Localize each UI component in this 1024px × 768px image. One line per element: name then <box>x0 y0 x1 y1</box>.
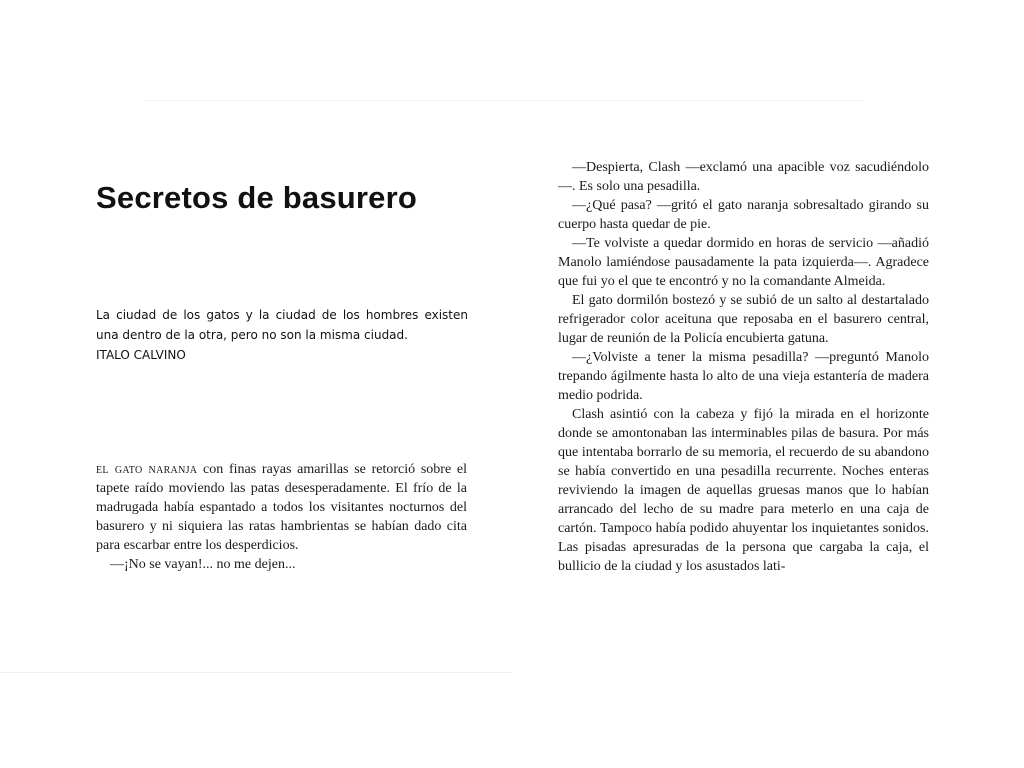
opening-lead-smallcaps: el gato naranja <box>96 462 198 477</box>
body-paragraph: —Te volviste a quedar dormido en horas de servicio —añadió Manolo lamiéndose pausadamente la pata izquierda—. Agradece que fui yo el que te encontró y no la comandante Almeida. <box>558 236 929 289</box>
chapter-title: Secretos de basurero <box>96 180 418 215</box>
bottom-divider <box>0 672 512 673</box>
body-paragraph: Clash asintió con la cabeza y fijó la mirada en el horizonte donde se amontonaban las interminables pilas de basura. Por más que intentaba borrarlo de su memoria, el recuerdo de su abandono se había convertido en una pesadilla recurrente. Noches enteras reviviendo la imagen de aquellas gruesas manos que lo habían arrancado del lecho de su madre para meterlo en una caja de cartón. Tampoco había podido ahuyentar los inquietantes sonidos. Las pisadas apresuradas de la persona que cargaba la caja, el bullicio de la ciudad y los asustados lati- <box>558 407 929 574</box>
epigraph-quote: La ciudad de los gatos y la ciudad de los hombres existen una dentro de la otra, pero no son la misma ciudad. <box>96 308 468 342</box>
opening-dialogue: —¡No se vayan!... no me dejen... <box>110 557 296 572</box>
opening-paragraph <box>96 460 467 555</box>
opening-text <box>96 460 467 574</box>
right-page-text <box>558 158 929 576</box>
opening-paragraph-rest: con finas rayas amarillas se retorció sobre el tapete raído moviendo las patas desesperadamente. El frío de la madrugada había espantado a todos los visitantes nocturnos del basurero y ni siquiera las ratas hambrientas se habían dado cita para escarbar entre los desperdicios. <box>96 462 468 553</box>
body-paragraph: —¿Volviste a tener la misma pesadilla? —preguntó Manolo trepando ágilmente hasta lo alto de una vieja estantería de madera medio podrida. <box>558 350 929 403</box>
body-paragraph: —¿Qué pasa? —gritó el gato naranja sobresaltado girando su cuerpo hasta quedar de pie. <box>558 198 929 232</box>
body-paragraph: —Despierta, Clash —exclamó una apacible voz sacudiéndolo—. Es solo una pesadilla. <box>558 160 929 194</box>
epigraph <box>96 305 468 365</box>
epigraph-author: ITALO CALVINO <box>96 348 186 362</box>
body-paragraph: El gato dormilón bostezó y se subió de un salto al destartalado refrigerador color aceituna que reposaba en el basurero central, lugar de reunión de la Policía encubierta gatuna. <box>558 293 929 346</box>
right-page <box>512 0 1024 768</box>
